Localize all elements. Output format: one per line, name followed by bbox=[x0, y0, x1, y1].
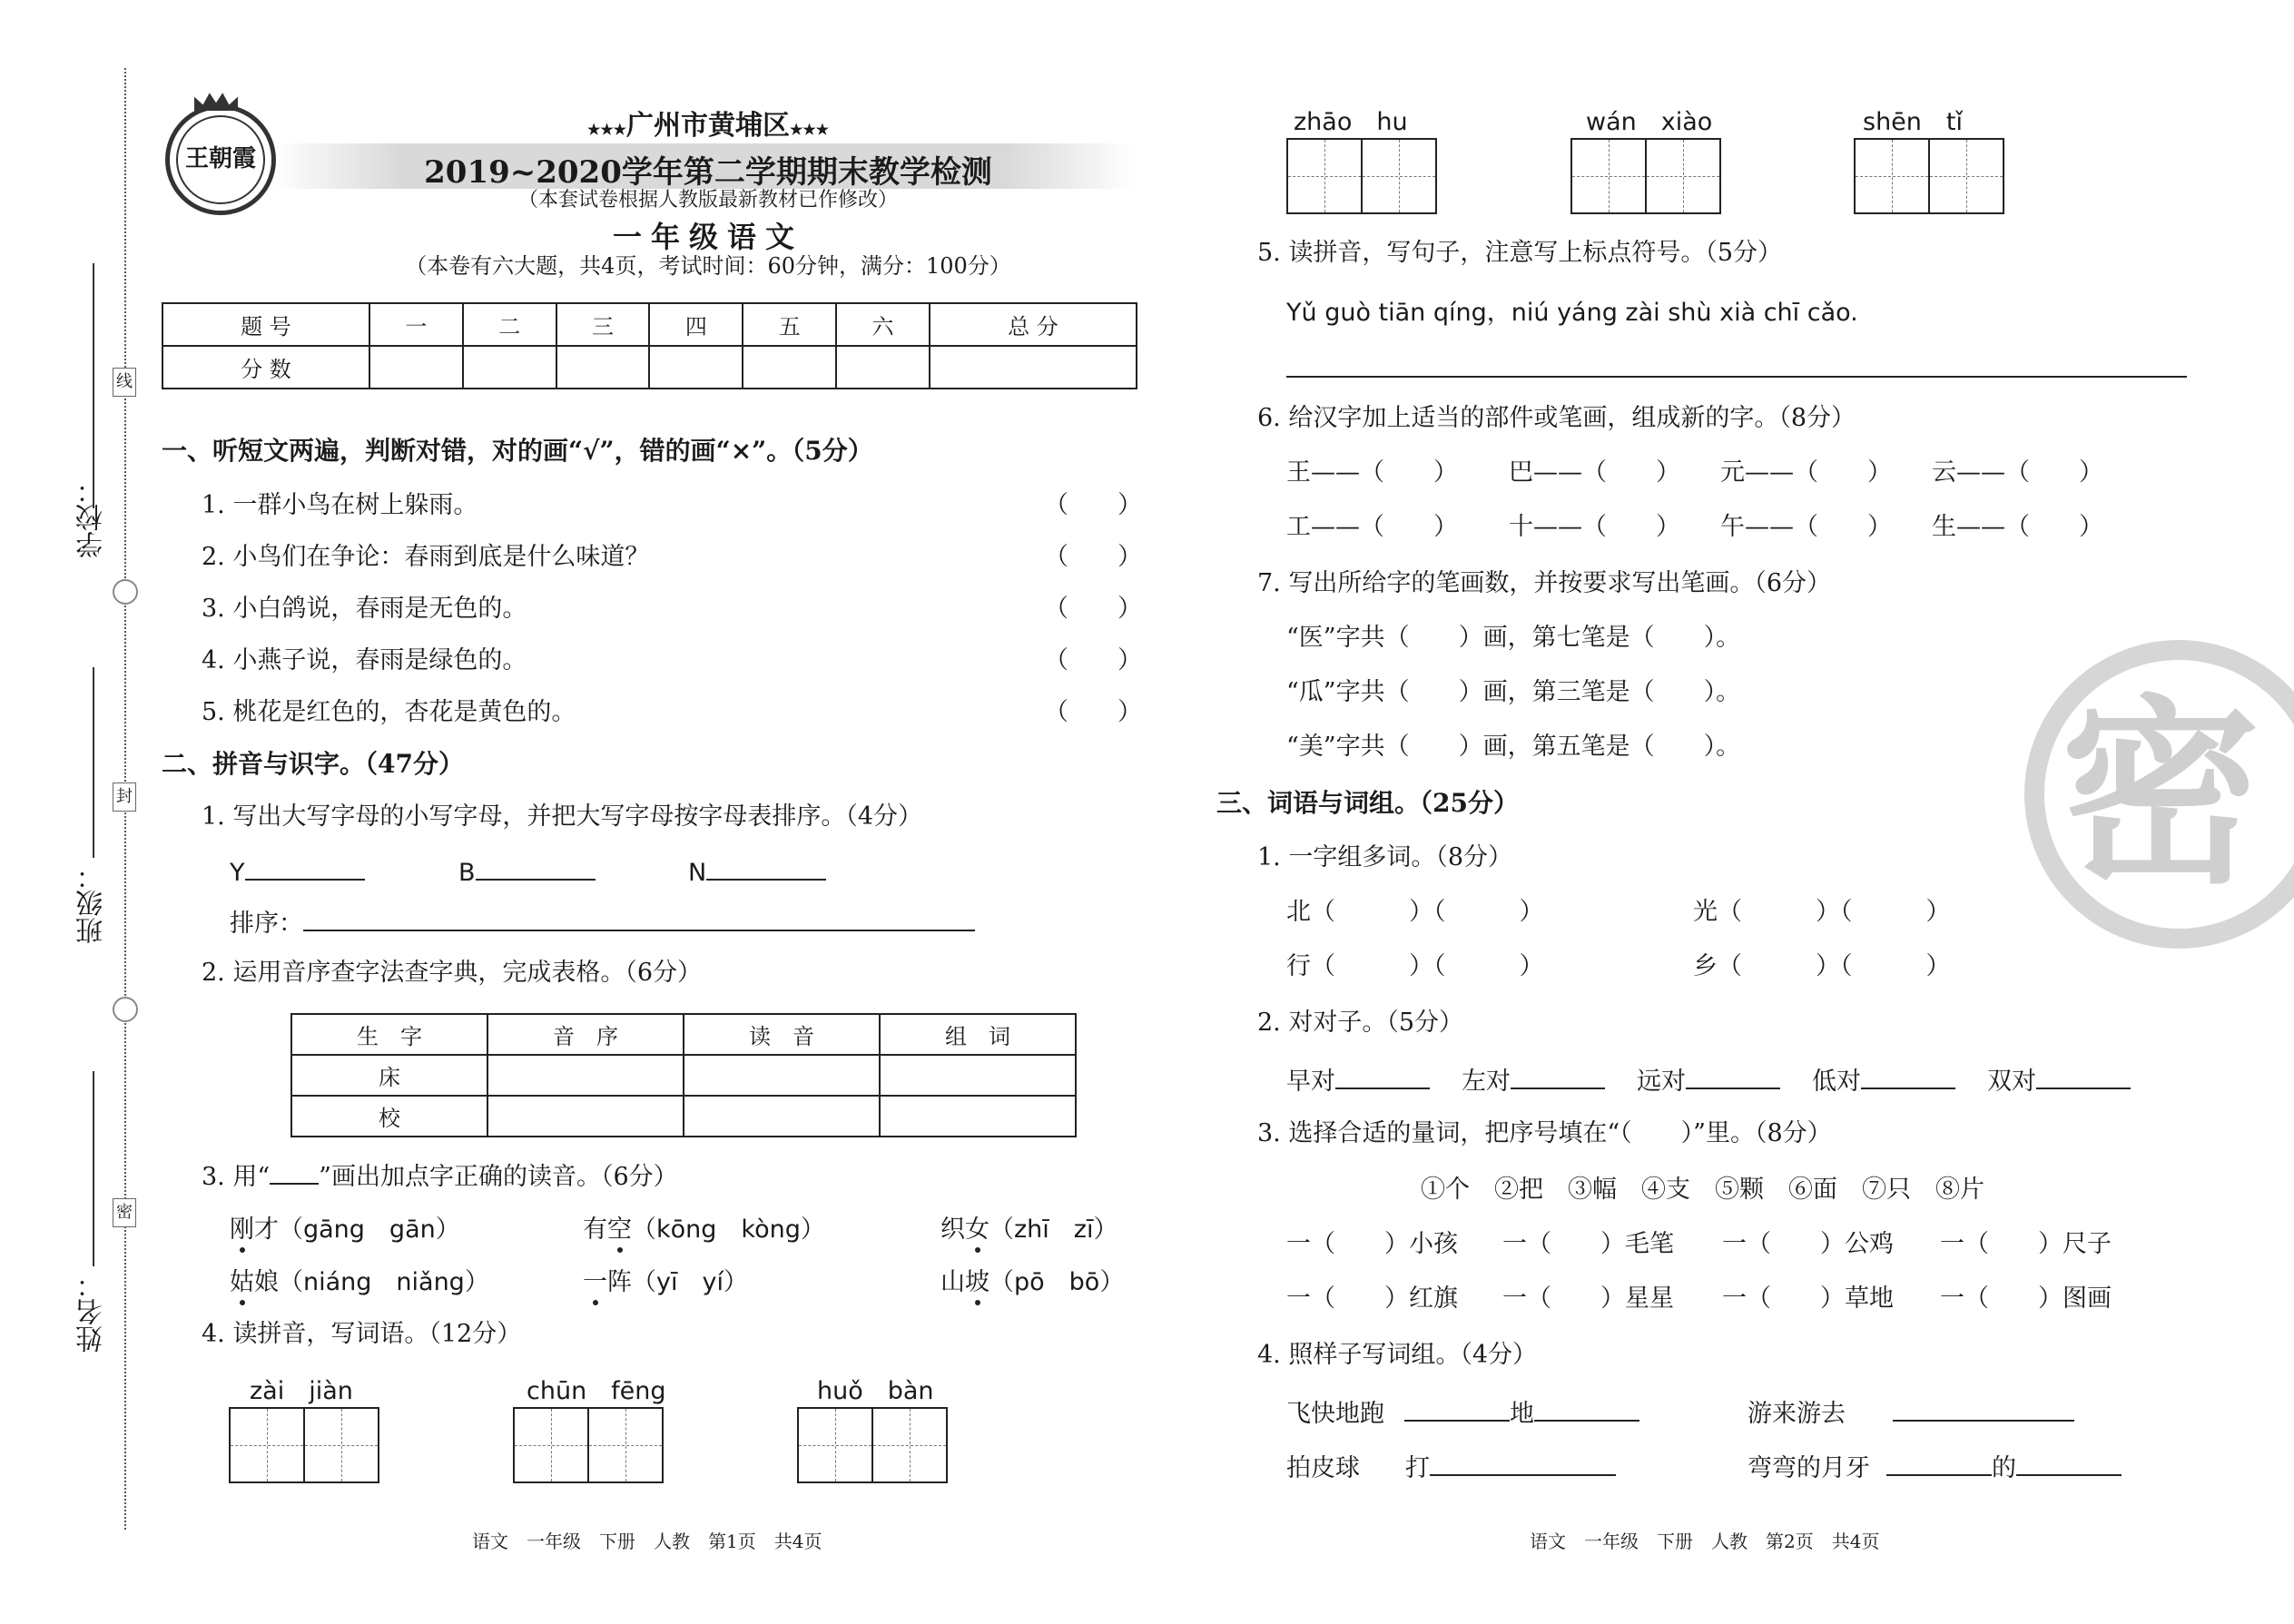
dict-header: 生 字 bbox=[291, 1014, 487, 1055]
logo-text: 王朝霞 bbox=[184, 145, 256, 172]
s3-q4-title: 4. 照样子写词组。（4分） bbox=[1257, 1341, 1538, 1369]
school-underline bbox=[93, 263, 94, 508]
measure-item[interactable]: 一（ ）红旗 bbox=[1286, 1284, 1458, 1313]
dotted-char: 一 bbox=[583, 1268, 607, 1296]
letter-N: N bbox=[688, 855, 826, 887]
s3-q1-title: 1. 一字组多词。（8分） bbox=[1257, 843, 1513, 871]
star-icon: ★★★ bbox=[586, 121, 626, 138]
couplet-item[interactable]: 左对 bbox=[1462, 1064, 1605, 1097]
phrase-item[interactable]: 飞快地跑 地 bbox=[1286, 1396, 1639, 1430]
class-underline bbox=[93, 667, 94, 858]
component-item[interactable]: 工——（ ） bbox=[1286, 513, 1458, 541]
s2-q6-title: 6. 给汉字加上适当的部件或笔画，组成新的字。（8分） bbox=[1257, 404, 1856, 432]
stroke-item[interactable]: “医”字共（ ）画，第七笔是（ ）。 bbox=[1286, 624, 1741, 652]
sentence-pinyin: Yǔ guò tiān qíng，niú yáng zài shù xià chī cǎo. bbox=[1286, 299, 1858, 327]
s2-q7-title: 7. 写出所给字的笔画数，并按要求写出笔画。（6分） bbox=[1257, 569, 1832, 597]
score-cell[interactable] bbox=[463, 346, 556, 389]
answer-line[interactable] bbox=[303, 906, 975, 931]
s1-item: 5. 桃花是红色的，杏花是黄色的。 bbox=[202, 698, 576, 726]
tianzige-box[interactable] bbox=[513, 1407, 664, 1483]
phrase-item[interactable]: 游来游去 bbox=[1748, 1396, 2074, 1430]
measure-item[interactable]: 一（ ）小孩 bbox=[1286, 1230, 1458, 1258]
score-row-label: 分 数 bbox=[162, 346, 369, 389]
score-cell[interactable] bbox=[556, 346, 650, 389]
subject-title: 一年级语文 bbox=[612, 220, 803, 254]
pinyin-label: wán xiào bbox=[1586, 108, 1713, 136]
score-cell[interactable] bbox=[836, 346, 930, 389]
dict-header: 读 音 bbox=[684, 1014, 880, 1055]
s3-q3-title: 3. 选择合适的量词，把序号填在“（ ）”里。（8分） bbox=[1257, 1119, 1832, 1147]
region-title: ★★★广州市黄埔区★★★ bbox=[586, 110, 830, 142]
score-header-cell: 二 bbox=[463, 303, 556, 346]
dotted-char: 女 bbox=[965, 1216, 989, 1244]
component-item[interactable]: 午——（ ） bbox=[1720, 513, 1892, 541]
word-group-item[interactable]: 光（ ）（ ） bbox=[1693, 898, 1951, 926]
measure-item[interactable]: 一（ ）公鸡 bbox=[1722, 1230, 1894, 1258]
reading-item[interactable]: 山坡（pō bō） bbox=[940, 1268, 1125, 1296]
dict-cell[interactable] bbox=[880, 1096, 1076, 1137]
stroke-item[interactable]: “瓜”字共（ ）画，第三笔是（ ）。 bbox=[1286, 678, 1741, 706]
tianzige-box[interactable] bbox=[797, 1407, 948, 1483]
score-header-cell: 四 bbox=[649, 303, 743, 346]
dict-cell[interactable] bbox=[684, 1096, 880, 1137]
reading-item[interactable]: 刚才（gāng gān） bbox=[230, 1216, 460, 1244]
s1-item: 3. 小白鸽说，春雨是无色的。 bbox=[202, 595, 527, 623]
sentence-answer-line[interactable] bbox=[1286, 376, 2187, 378]
score-cell[interactable] bbox=[930, 346, 1137, 389]
measure-item[interactable]: 一（ ）草地 bbox=[1722, 1284, 1894, 1313]
pinyin-label: huǒ bàn bbox=[817, 1377, 934, 1405]
answer-line[interactable] bbox=[706, 855, 826, 881]
sort-row: 排序： bbox=[230, 906, 975, 940]
answer-paren[interactable]: （ ） bbox=[1044, 491, 1142, 519]
dict-char: 床 bbox=[291, 1055, 487, 1096]
reading-item[interactable]: 织女（zhī zī） bbox=[940, 1216, 1118, 1244]
name-underline bbox=[93, 1071, 94, 1266]
section-3-title: 三、词语与词组。（25分） bbox=[1216, 788, 1519, 818]
word-group-item[interactable]: 乡（ ）（ ） bbox=[1693, 952, 1951, 980]
rosette-icon bbox=[113, 997, 138, 1022]
dict-char: 校 bbox=[291, 1096, 487, 1137]
measure-item[interactable]: 一（ ）毛笔 bbox=[1502, 1230, 1674, 1258]
dict-cell[interactable] bbox=[684, 1055, 880, 1096]
answer-paren[interactable]: （ ） bbox=[1044, 543, 1142, 571]
answer-line[interactable] bbox=[476, 855, 596, 881]
pinyin-label: zhāo hu bbox=[1294, 108, 1408, 136]
section-2-title: 二、拼音与识字。（47分） bbox=[162, 749, 464, 779]
dictionary-table bbox=[290, 1013, 1077, 1137]
s1-item: 4. 小燕子说，春雨是绿色的。 bbox=[202, 646, 527, 674]
logo-seal bbox=[165, 104, 276, 215]
s1-item: 2. 小鸟们在争论：春雨到底是什么味道？ bbox=[202, 543, 650, 571]
section-1-title: 一、听短文两遍，判断对错，对的画“√”，错的画“×”。（5分） bbox=[162, 436, 873, 466]
component-item[interactable]: 元——（ ） bbox=[1720, 458, 1892, 487]
sample-underline bbox=[270, 1163, 319, 1185]
answer-line[interactable] bbox=[245, 855, 365, 881]
answer-paren[interactable]: （ ） bbox=[1044, 595, 1142, 623]
score-cell[interactable] bbox=[369, 346, 463, 389]
couplet-item[interactable]: 远对 bbox=[1637, 1064, 1780, 1097]
star-icon: ★★★ bbox=[790, 121, 830, 138]
footer-left: 语文 一年级 下册 人教 第1页 共4页 bbox=[472, 1530, 822, 1552]
component-item[interactable]: 生——（ ） bbox=[1932, 513, 2103, 541]
s1-item: 1. 一群小鸟在树上躲雨。 bbox=[202, 491, 478, 519]
dotted-char: 刚 bbox=[230, 1216, 254, 1244]
score-table bbox=[162, 302, 1137, 389]
s2-q1-title: 1. 写出大写字母的小写字母，并把大写字母按字母表排序。（4分） bbox=[202, 802, 923, 831]
seal-mark-feng: 封 bbox=[113, 782, 136, 812]
dotted-char: 姑 bbox=[230, 1268, 254, 1296]
dict-header: 组 词 bbox=[880, 1014, 1076, 1055]
component-item[interactable]: 云——（ ） bbox=[1932, 458, 2103, 487]
class-label: 班级： bbox=[76, 862, 108, 944]
dict-cell[interactable] bbox=[487, 1055, 684, 1096]
pinyin-label: chūn fēng bbox=[527, 1377, 666, 1405]
phrase-item[interactable]: 弯弯的月牙 的 bbox=[1748, 1451, 2122, 1484]
dict-header: 音 序 bbox=[487, 1014, 684, 1055]
dotted-char: 坡 bbox=[965, 1268, 989, 1296]
answer-paren[interactable]: （ ） bbox=[1044, 646, 1142, 674]
phrase-item[interactable]: 拍皮球 打 bbox=[1286, 1451, 1616, 1484]
reading-item[interactable]: 有空（kōng kòng） bbox=[583, 1216, 825, 1244]
dict-cell[interactable] bbox=[487, 1096, 684, 1137]
score-header-cell: 六 bbox=[836, 303, 930, 346]
tianzige-box[interactable] bbox=[1570, 138, 1721, 214]
letter-B: B bbox=[458, 855, 596, 887]
tianzige-box[interactable] bbox=[229, 1407, 379, 1483]
couplet-item[interactable]: 双对 bbox=[1987, 1064, 2131, 1097]
tianzige-box[interactable] bbox=[1286, 138, 1437, 214]
seal-mark-xian: 线 bbox=[113, 368, 136, 397]
s2-q3-title: 3. 用“ ”画出加点字正确的读音。（6分） bbox=[202, 1163, 678, 1191]
score-cell[interactable] bbox=[649, 346, 743, 389]
score-header-cell: 三 bbox=[556, 303, 650, 346]
s2-q2-title: 2. 运用音序查字法查字典，完成表格。（6分） bbox=[202, 959, 703, 987]
crown-icon bbox=[194, 91, 238, 111]
measure-options: ①个 ②把 ③幅 ④支 ⑤颗 ⑥面 ⑦只 ⑧片 bbox=[1421, 1176, 1984, 1204]
pinyin-label: zài jiàn bbox=[250, 1377, 353, 1405]
rosette-icon bbox=[113, 579, 138, 605]
exam-note: （本套试卷根据人教版最新教材已作修改） bbox=[517, 189, 898, 212]
footer-right: 语文 一年级 下册 人教 第2页 共4页 bbox=[1530, 1530, 1880, 1552]
word-group-item[interactable]: 行（ ）（ ） bbox=[1286, 952, 1544, 980]
measure-item[interactable]: 一（ ）星星 bbox=[1502, 1284, 1674, 1313]
pinyin-label: shēn tǐ bbox=[1863, 108, 1963, 136]
letter-Y: Y bbox=[230, 855, 365, 887]
stroke-item[interactable]: “美”字共（ ）画，第五笔是（ ）。 bbox=[1286, 733, 1741, 761]
couplet-item[interactable]: 早对 bbox=[1286, 1064, 1430, 1097]
binding-margin bbox=[0, 0, 136, 1624]
s2-q5-title: 5. 读拼音，写句子，注意写上标点符号。（5分） bbox=[1257, 239, 1783, 267]
reading-item[interactable]: 一阵（yī yí） bbox=[583, 1268, 748, 1296]
exam-title: 2019~2020学年第二学期期末教学检测 bbox=[424, 154, 992, 191]
watermark-char: 密 bbox=[2060, 678, 2260, 910]
dotted-char: 空 bbox=[607, 1216, 632, 1244]
school-label: 学校： bbox=[76, 477, 108, 558]
score-header-cell: 五 bbox=[743, 303, 836, 346]
score-header-cell: 题 号 bbox=[162, 303, 369, 346]
score-header-cell: 一 bbox=[369, 303, 463, 346]
dict-cell[interactable] bbox=[880, 1055, 1076, 1096]
component-item[interactable]: 十——（ ） bbox=[1509, 513, 1680, 541]
name-label: 姓名： bbox=[76, 1271, 108, 1353]
word-group-item[interactable]: 北（ ）（ ） bbox=[1286, 898, 1544, 926]
measure-item[interactable]: 一（ ）尺子 bbox=[1940, 1230, 2112, 1258]
component-item[interactable]: 巴——（ ） bbox=[1509, 458, 1680, 487]
score-cell[interactable] bbox=[743, 346, 836, 389]
s2-q4-title: 4. 读拼音，写词语。（12分） bbox=[202, 1320, 522, 1348]
measure-item[interactable]: 一（ ）图画 bbox=[1940, 1284, 2112, 1313]
reading-item[interactable]: 姑娘（niáng niǎng） bbox=[230, 1268, 489, 1296]
tianzige-box[interactable] bbox=[1854, 138, 2004, 214]
seal-mark-mi: 密 bbox=[113, 1198, 136, 1227]
exam-info: （本卷有六大题，共4页，考试时间：60分钟，满分：100分） bbox=[405, 253, 1011, 279]
couplet-item[interactable]: 低对 bbox=[1812, 1064, 1955, 1097]
secret-watermark bbox=[2024, 640, 2294, 949]
score-header-cell: 总 分 bbox=[930, 303, 1137, 346]
s3-q2-title: 2. 对对子。（5分） bbox=[1257, 1009, 1464, 1037]
component-item[interactable]: 王——（ ） bbox=[1286, 458, 1458, 487]
answer-paren[interactable]: （ ） bbox=[1044, 698, 1142, 726]
